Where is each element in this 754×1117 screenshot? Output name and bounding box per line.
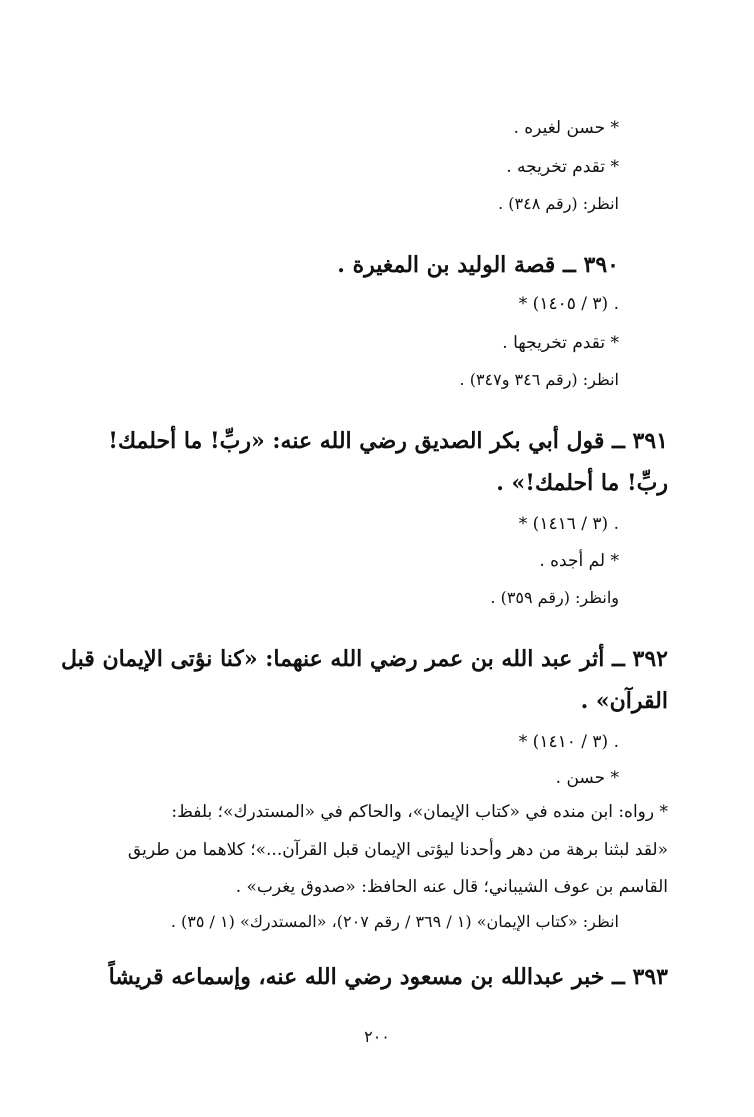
- page-number: ٢٠٠: [364, 1027, 390, 1046]
- text-line: * حسن .: [555, 768, 619, 788]
- text-line: * تقدم تخريجها .: [502, 333, 619, 353]
- text-line: * تقدم تخريجه .: [506, 157, 619, 177]
- reference-line: انظر: (رقم ٣٤٨) .: [498, 194, 619, 213]
- text-line: * (٣ / ١٤٠٥) .: [518, 294, 619, 314]
- text-line: القاسم بن عوف الشيباني؛ قال عنه الحافظ: «صدوق يغرب» .: [235, 877, 668, 897]
- reference-line: انظر: (رقم ٣٤٦ و٣٤٧) .: [459, 370, 619, 389]
- text-line: * رواه: ابن منده في «كتاب الإيمان»، والحاكم في «المستدرك»؛ بلفظ:: [171, 802, 668, 822]
- reference-line: انظر: «كتاب الإيمان» (١ / ٣٦٩ / رقم ٢٠٧)، «المستدرك» (١ / ٣٥) .: [170, 912, 619, 931]
- text-line: * لم أجده .: [539, 551, 619, 571]
- text-line: * (٣ / ١٤١٦) .: [518, 514, 619, 534]
- text-line: * حسن لغيره .: [513, 118, 619, 138]
- entry-heading-391: ٣٩١ ــ قول أبي بكر الصديق رضي الله عنه: «ربِّ! ما أحلمك!: [108, 428, 668, 454]
- entry-heading-392-cont: القرآن» .: [580, 688, 668, 714]
- entry-heading-391-cont: ربِّ! ما أحلمك!» .: [496, 470, 668, 496]
- text-line: «لقد لبثنا برهة من دهر وأحدنا ليؤتى الإيمان قبل القرآن...»؛ كلاهما من طريق: [127, 840, 668, 860]
- reference-line: وانظر: (رقم ٣٥٩) .: [490, 588, 619, 607]
- entry-heading-393: ٣٩٣ ــ خبر عبدالله بن مسعود رضي الله عنه، وإسماعه قريشاً: [108, 964, 668, 990]
- entry-heading-392: ٣٩٢ ــ أثر عبد الله بن عمر رضي الله عنهما: «كنا نؤتى الإيمان قبل: [60, 646, 668, 672]
- entry-heading-390: ٣٩٠ ــ قصة الوليد بن المغيرة .: [337, 252, 619, 278]
- text-line: * (٣ / ١٤١٠) .: [518, 732, 619, 752]
